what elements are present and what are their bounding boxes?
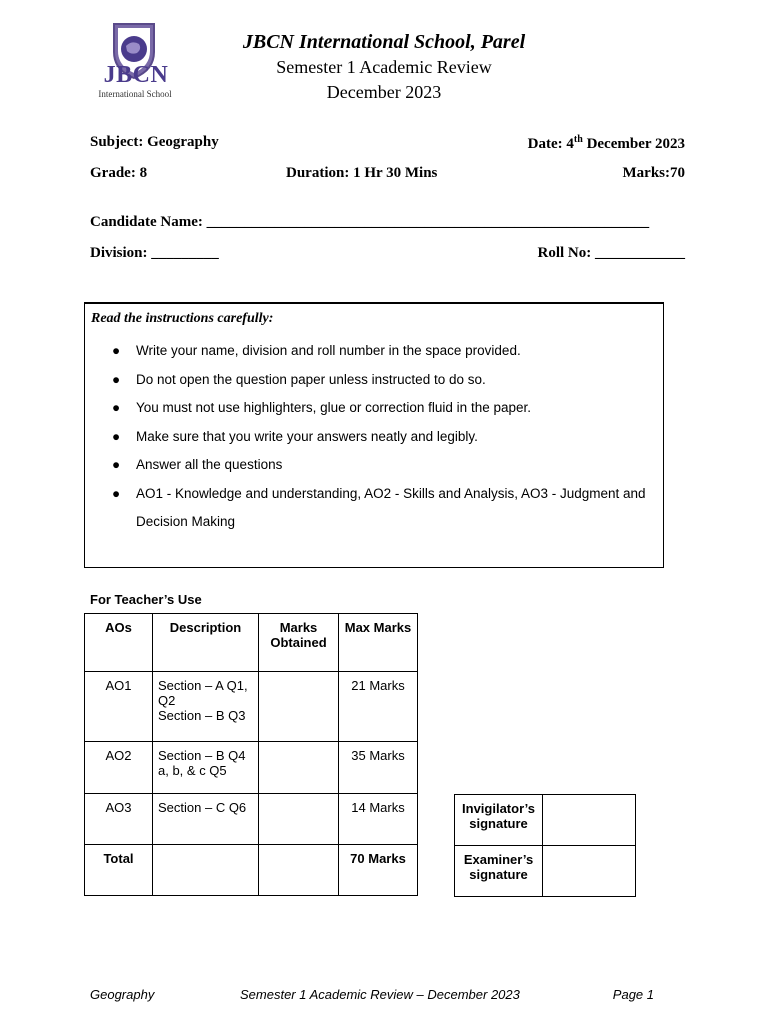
description-cell: Section – A Q1, Q2 Section – B Q3 <box>153 672 259 742</box>
roll-no-field[interactable]: Roll No: ____________ <box>537 245 685 261</box>
date-superscript: th <box>573 134 583 145</box>
total-max-cell: 70 Marks <box>339 845 418 896</box>
duration-label: Duration: 1 Hr 30 Mins <box>286 165 438 181</box>
footer-exam: Semester 1 Academic Review – December 2023 <box>240 987 520 1002</box>
invigilator-label: Invigilator’s signature <box>455 795 543 846</box>
footer-subject: Geography <box>90 987 155 1002</box>
school-name: JBCN International School, Parel <box>242 31 526 53</box>
table-total-row <box>85 845 418 896</box>
logo-wordmark: JBCN <box>103 62 169 88</box>
marks-obtained-cell[interactable] <box>259 742 339 794</box>
bullet-icon: ● <box>112 428 121 444</box>
header-max-marks: Max Marks <box>339 614 418 672</box>
ao-cell: AO2 <box>85 742 153 794</box>
instruction-item: ● Do not open the question paper unless instructed to do so. <box>112 366 660 395</box>
instruction-item: ● Answer all the questions <box>112 451 660 480</box>
logo-subtitle: International School <box>98 89 172 99</box>
header-description: Description <box>153 614 259 672</box>
examiner-signature-box[interactable] <box>543 846 636 897</box>
total-label-cell: Total <box>85 845 153 896</box>
table-row <box>85 794 418 845</box>
table-row <box>85 742 418 794</box>
candidate-name-field[interactable]: Candidate Name: ___________________________________________________________ <box>90 214 650 230</box>
table-row <box>85 672 418 742</box>
max-marks-cell: 14 Marks <box>339 794 418 845</box>
marks-label: Marks:70 <box>622 165 685 181</box>
signature-row <box>455 795 636 846</box>
footer-page-number: Page 1 <box>612 987 654 1002</box>
ao-cell: AO1 <box>85 672 153 742</box>
grade-label: Grade: 8 <box>90 165 148 181</box>
bullet-icon: ● <box>112 485 121 501</box>
invigilator-signature-box[interactable] <box>543 795 636 846</box>
ao-cell: AO3 <box>85 794 153 845</box>
instructions-list <box>112 337 660 537</box>
subject-label: Subject: Geography <box>90 134 219 150</box>
instruction-item: ● AO1 - Knowledge and understanding, AO2 - Skills and Analysis, AO3 - Judgment and Decision Making <box>112 480 660 537</box>
bullet-icon: ● <box>112 343 121 358</box>
description-cell: Section – B Q4 a, b, & c Q5 <box>153 742 259 794</box>
examiner-label: Examiner’s signature <box>455 846 543 897</box>
description-cell: Section – C Q6 <box>153 794 259 845</box>
header-aos: AOs <box>85 614 153 672</box>
bullet-icon: ● <box>112 457 121 472</box>
date-suffix: December 2023 <box>582 136 685 152</box>
instructions-title: Read the instructions carefully: <box>91 311 274 326</box>
description-cell <box>153 845 259 896</box>
bullet-icon: ● <box>112 400 121 415</box>
header-marks-obtained: Marks Obtained <box>259 614 339 672</box>
exam-month: December 2023 <box>326 82 442 102</box>
division-field[interactable]: Division: _________ <box>90 245 219 261</box>
marks-obtained-cell[interactable] <box>259 845 339 896</box>
signature-row <box>455 846 636 897</box>
instruction-item: ● Write your name, division and roll number in the space provided. <box>112 337 660 366</box>
instruction-item: ● You must not use highlighters, glue or correction fluid in the paper. <box>112 394 660 423</box>
bullet-icon: ● <box>112 371 121 387</box>
max-marks-cell: 35 Marks <box>339 742 418 794</box>
exam-title: Semester 1 Academic Review <box>276 57 492 77</box>
date-prefix: Date: 4 <box>527 136 574 152</box>
date-label <box>528 134 685 153</box>
teacher-use-caption: For Teacher’s Use <box>90 592 202 607</box>
teacher-use-table <box>84 613 418 896</box>
signature-table <box>454 794 636 897</box>
table-header-row <box>85 614 418 672</box>
instruction-item: ● Make sure that you write your answers neatly and legibly. <box>112 423 660 452</box>
marks-obtained-cell[interactable] <box>259 672 339 742</box>
marks-obtained-cell[interactable] <box>259 794 339 845</box>
max-marks-cell: 21 Marks <box>339 672 418 742</box>
